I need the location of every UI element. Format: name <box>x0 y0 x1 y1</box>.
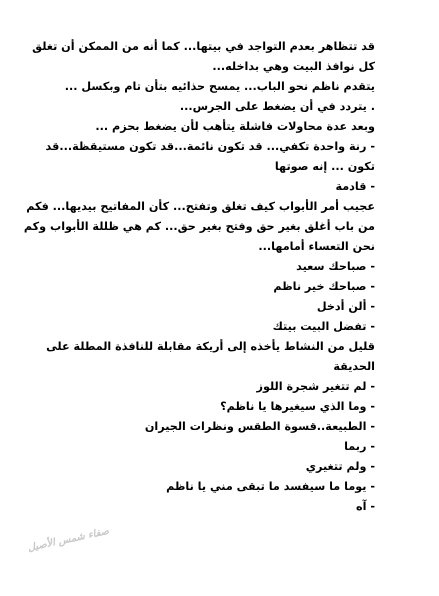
text-line-18: - لم تتغير شجرة اللوز <box>256 380 375 393</box>
text-line-8: - قادمة <box>335 180 375 193</box>
text-line-1: قد تتظاهر بعدم التواجد في بيتها... كما أنه من الممكن أن تغلق <box>32 40 375 53</box>
text-line-13: - صباحك خير ناظم <box>273 280 375 293</box>
text-line-24: - آه <box>356 500 375 513</box>
text-line-9: عجيب أمر الأبواب كيف تغلق وتفتح... كأن المفاتيح بيديها... فكم <box>26 200 375 213</box>
text-line-6: - رنة واحدة تكفي... قد تكون نائمة...قد تكون مستيقظة...قد <box>45 140 375 153</box>
text-line-12: - صباحك سعيد <box>296 260 375 273</box>
text-line-16: قليل من النشاط يأخذه إلى أريكة مقابلة للنافذة المطلة على <box>46 340 375 353</box>
watermark: صفاء شمس الأصيل <box>26 525 111 554</box>
text-line-14: - ألن أدخل <box>316 300 375 313</box>
document-text <box>23 37 375 517</box>
text-line-3: يتقدم ناظم نحو الباب... يمسح حذائيه بتأن تام وبكسل ... <box>64 80 375 93</box>
text-line-20: - الطبيعة..قسوة الطقس ونظرات الجيران <box>144 420 375 433</box>
text-line-4: . يتردد في أن يضغط على الجرس... <box>179 100 375 113</box>
text-line-22: - ولم تتغيري <box>305 460 375 473</box>
text-line-7: تكون ... إنه صوتها <box>274 160 375 173</box>
text-line-17: الحديقة <box>333 360 375 373</box>
text-line-11: نحن التعساء أمامها... <box>258 240 375 253</box>
text-line-10: من باب أغلق بغير حق وفتح بغير حق... كم هي ظللة الأبواب وكم <box>23 220 375 233</box>
text-line-2: كل نوافذ البيت وهي بداخله... <box>212 60 375 73</box>
text-line-5: وبعد عدة محاولات فاشلة يتأهب لأن يضغط بحزم ... <box>95 120 375 133</box>
text-line-19: - وما الذي سيغيرها يا ناظم؟ <box>220 400 375 413</box>
text-line-15: - تفضل البيت بيتك <box>272 320 375 333</box>
text-line-23: - يوما ما سيفسد ما تبقى مني يا ناظم <box>166 480 375 493</box>
text-line-21: - ربما <box>344 440 375 453</box>
